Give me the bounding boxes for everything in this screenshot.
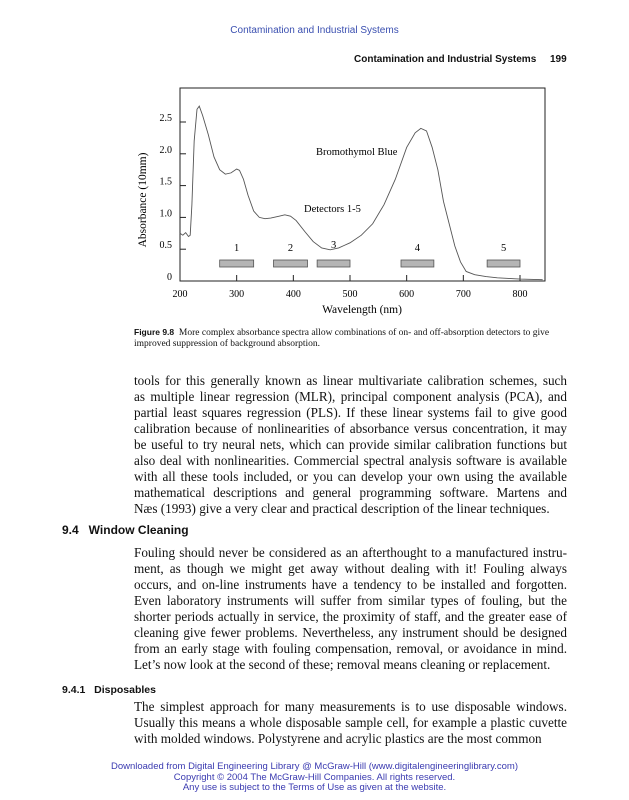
text-line: as multiple linear regression (MLR), principal component analysis (PCA), and <box>134 389 567 404</box>
text-line: with all these tools included, or you can develop your own using the available <box>134 469 567 484</box>
text-line: ment, as though we might get away without dealing with it! Fouling always <box>134 561 567 576</box>
detector-bar <box>401 260 434 267</box>
text-line: also deal with nonlinearities. Commercial spectral analysis software is available <box>134 453 567 468</box>
annotation-bromothymol: Bromothymol Blue <box>316 147 398 158</box>
detector-label: 1 <box>234 243 240 254</box>
subsection-heading: 9.4.1 Disposables <box>62 684 156 696</box>
footer-line: Copyright © 2004 The McGraw-Hill Companies. All rights reserved. <box>173 771 456 783</box>
detector-label: 4 <box>414 243 421 254</box>
x-tick-label: 600 <box>399 289 415 300</box>
text-line: shorter periods actually in service, the proximity of staff, and the greater ease of <box>134 609 567 624</box>
text-line: calibration because of nonlinearities of absorbance versus concentration, it may <box>134 421 567 436</box>
footer-line: Downloaded from Digital Engineering Library @ McGraw-Hill (www.digitalengineeringlibrary.com) <box>110 761 519 772</box>
text-line: mathematical descriptions and general programming software. Martens and <box>134 485 567 500</box>
x-tick-label: 300 <box>229 289 245 300</box>
detector-bar <box>487 260 520 267</box>
text-line: Næs (1993) give a very clear and practical description of the linear techniques. <box>134 501 550 516</box>
x-axis-label: Wavelength (nm) <box>322 304 402 316</box>
figure-caption <box>134 327 574 350</box>
y-tick-label: 0 <box>167 272 172 283</box>
text-line: Usually this means a whole disposable sample cell, for example a plastic cuvette <box>134 715 567 730</box>
x-tick-label: 500 <box>342 289 358 300</box>
text-line: The simplest approach for many measurements is to use disposable windows. <box>134 699 567 714</box>
y-tick-label: 2.0 <box>159 144 172 156</box>
text-line: Fouling should never be considered as an afterthought to a manufactured instru- <box>134 545 567 560</box>
y-tick-label: 0.5 <box>159 240 172 252</box>
figure-label: Figure 9.8 <box>134 327 175 337</box>
page-number: 199 <box>550 54 567 65</box>
text-line: cleaning give fewer problems. Nevertheless, any instrument should be designed <box>134 625 567 640</box>
y-tick-label: 1.0 <box>159 208 172 220</box>
x-tick-label: 200 <box>172 289 188 300</box>
text-line: partial least squares regression (PLS). If these linear systems fail to give good <box>134 405 567 420</box>
text-line: from an early stage with fouling compensation, removal, or avoidance in mind. <box>134 641 567 656</box>
y-tick-label: 1.5 <box>159 176 172 188</box>
x-tick-label: 700 <box>455 289 471 300</box>
x-tick-label: 800 <box>512 289 528 300</box>
text-line: Even laboratory instruments will suffer from similar types of fouling, but the <box>134 593 567 608</box>
detector-bar <box>274 260 308 267</box>
x-tick-label: 400 <box>285 289 301 300</box>
detector-bar <box>220 260 254 267</box>
detector-label: 5 <box>500 243 507 254</box>
running-head-title: Contamination and Industrial Systems <box>354 54 537 65</box>
text-line: tools for this generally known as linear multivariate calibration schemes, such <box>134 373 567 388</box>
text-line: occurs, and on-line instruments have a tendency to be installed and forgotten. <box>134 577 567 592</box>
detector-label: 2 <box>287 243 294 254</box>
absorbance-chart <box>0 0 629 320</box>
section-heading: 9.4 Window Cleaning <box>62 523 189 537</box>
copyright-footer <box>0 762 629 794</box>
y-tick-label: 2.5 <box>159 113 172 124</box>
y-axis-label: Absorbance (10mm) <box>137 152 149 248</box>
text-line: Let’s now look at the second of these; removal means cleaning or replacement. <box>134 657 551 672</box>
caption-text: More complex absorbance spectra allow combinations of on- and off-absorption detectors to give improved suppression of background absorption. <box>134 328 550 349</box>
text-line: with molded windows. Polystyrene and acrylic plastics are the most common <box>134 731 542 746</box>
detector-label: 3 <box>330 240 337 251</box>
text-line: be useful to try neural nets, which can provide similar calibration functions but <box>134 437 567 452</box>
footer-line: Any use is subject to the Terms of Use as given at the website. <box>182 782 447 793</box>
annotation-detectors: Detectors 1-5 <box>304 204 361 215</box>
detector-bar <box>317 260 350 267</box>
source-banner: Contamination and Industrial Systems <box>230 25 399 36</box>
